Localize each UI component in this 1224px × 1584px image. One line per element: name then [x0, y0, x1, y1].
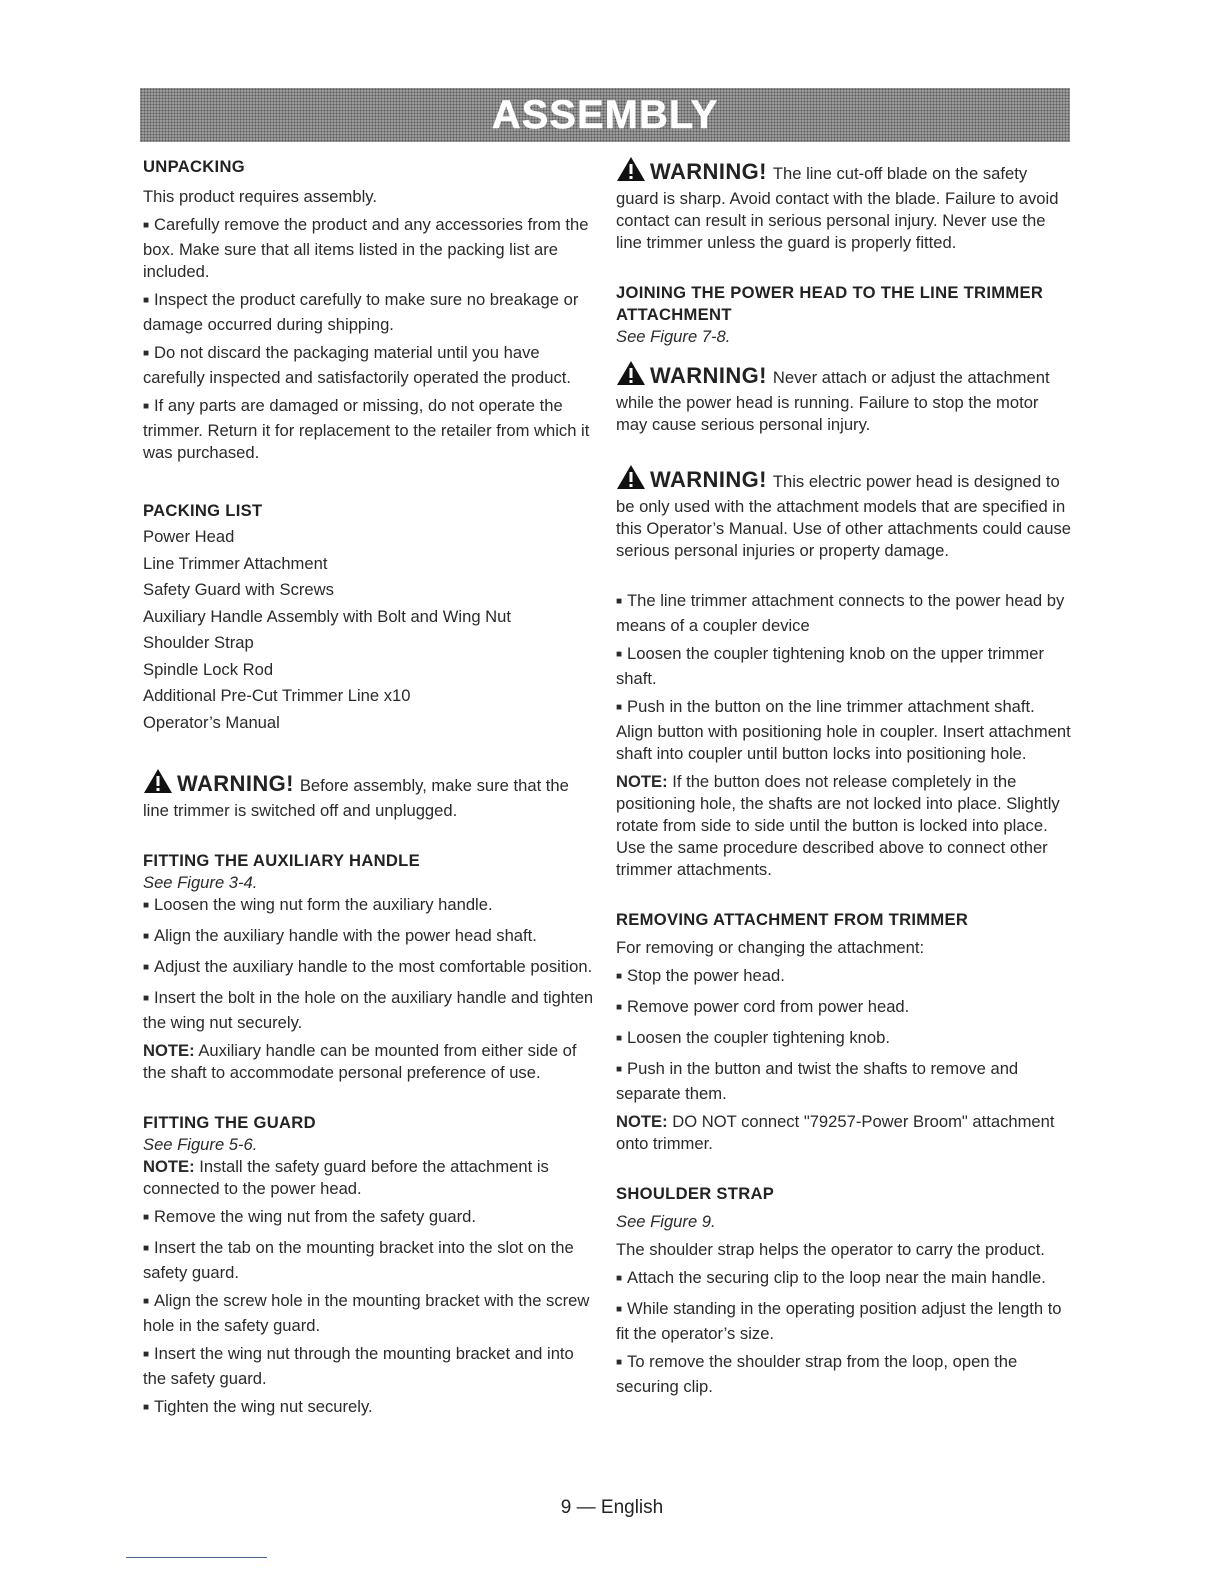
- note-label: NOTE:: [143, 1157, 195, 1176]
- note-label: NOTE:: [616, 772, 668, 791]
- unpacking-bullet: ■ If any parts are damaged or missing, do not operate the trimmer. Return it for replacement to the retailer from which it was purchased.: [143, 395, 598, 464]
- joining-note: [616, 771, 1072, 881]
- warning-triangle-icon: [143, 768, 173, 800]
- unpacking-bullet: ■ Carefully remove the product and any accessories from the box. Make sure that all items listed in the packing list are included.: [143, 214, 598, 283]
- list-item: Shoulder Strap: [143, 633, 254, 652]
- note-text: Auxiliary handle can be mounted from either side of the shaft to accommodate personal preference of use.: [143, 1041, 577, 1082]
- list-item: Auxiliary Handle Assembly with Bolt and Wing Nut: [143, 606, 511, 626]
- aux-handle-heading: FITTING THE AUXILIARY HANDLE: [143, 851, 420, 870]
- list-item: Spindle Lock Rod: [143, 659, 274, 679]
- unpacking-intro: This product requires assembly.: [143, 187, 377, 206]
- packing-list-heading: PACKING LIST: [143, 501, 263, 520]
- guard-heading: FITTING THE GUARD: [143, 1113, 316, 1132]
- guard-bullet: ■ Align the screw hole in the mounting bracket with the screw hole in the safety guard.: [143, 1290, 598, 1337]
- note-label: NOTE:: [616, 1112, 668, 1131]
- removing-bullet: ■ Push in the button and twist the shafts to remove and separate them.: [616, 1058, 1072, 1105]
- figure-reference: See Figure 9.: [616, 1212, 716, 1231]
- figure-reference: See Figure 7-8.: [616, 327, 731, 346]
- removing-heading: REMOVING ATTACHMENT FROM TRIMMER: [616, 910, 969, 929]
- removing-bullet: ■ Loosen the coupler tightening knob.: [616, 1027, 1072, 1052]
- strap-bullet: ■ While standing in the operating position adjust the length to fit the operator’s size.: [616, 1298, 1072, 1345]
- unpacking-bullet: ■ Do not discard the packaging material until you have carefully inspected and satisfactorily operated the product.: [143, 342, 598, 389]
- strap-heading: SHOULDER STRAP: [616, 1184, 775, 1203]
- left-column: [143, 156, 598, 1427]
- aux-handle-bullet: ■ Loosen the wing nut form the auxiliary handle.: [143, 894, 598, 919]
- unpacking-heading: UNPACKING: [143, 157, 245, 176]
- section-banner: [140, 88, 1070, 142]
- warning-attach: [616, 360, 1072, 436]
- guard-bullet: ■ Remove the wing nut from the safety guard.: [143, 1206, 598, 1231]
- page-footer: 9 — English: [560, 1497, 664, 1518]
- removing-intro: For removing or changing the attachment:: [616, 938, 925, 957]
- packing-list: [143, 526, 598, 734]
- footer-rule: [126, 1557, 267, 1558]
- warning-label: WARNING!: [177, 771, 294, 796]
- list-item: Line Trimmer Attachment: [143, 553, 328, 573]
- warning-text: This electric power head is designed to be only used with the attachment models that are specified in this Operator’s Manual. Use of other attachments could cause serious personal injuries or property damage.: [616, 472, 1072, 560]
- warning-text: The line cut-off blade on the safety guard is sharp. Avoid contact with the blade. Failure to avoid contact can result in serious personal injury. Never use the line trimmer unless the guard is properly fitted.: [616, 164, 1059, 252]
- warning-label: WARNING!: [650, 363, 767, 388]
- list-item: Additional Pre-Cut Trimmer Line x10: [143, 686, 411, 705]
- joining-bullet: ■ Loosen the coupler tightening knob on the upper trimmer shaft.: [616, 643, 1072, 690]
- removing-note: [616, 1111, 1072, 1155]
- warning-text: Before assembly, make sure that the line trimmer is switched off and unplugged.: [143, 776, 569, 820]
- list-item: Safety Guard with Screws: [143, 580, 334, 599]
- note-text: DO NOT connect "79257-Power Broom" attachment onto trimmer.: [616, 1112, 1055, 1153]
- right-column: [616, 156, 1072, 1404]
- strap-intro: The shoulder strap helps the operator to carry the product.: [616, 1240, 1045, 1259]
- removing-bullet: ■ Remove power cord from power head.: [616, 996, 1072, 1021]
- warning-triangle-icon: [616, 464, 646, 496]
- warning-text: Never attach or adjust the attachment while the power head is running. Failure to stop the motor may cause serious personal injury.: [616, 368, 1050, 434]
- guard-note: [143, 1156, 598, 1200]
- strap-bullet: ■ Attach the securing clip to the loop near the main handle.: [616, 1267, 1072, 1292]
- unpacking-bullet: ■ Inspect the product carefully to make sure no breakage or damage occurred during shipping.: [143, 289, 598, 336]
- warning-label: WARNING!: [650, 159, 767, 184]
- warning-electric: [616, 464, 1072, 562]
- figure-reference: See Figure 3-4.: [143, 873, 258, 892]
- aux-handle-bullet: ■ Adjust the auxiliary handle to the most comfortable position.: [143, 956, 598, 981]
- removing-bullet: ■ Stop the power head.: [616, 965, 1072, 990]
- guard-bullet: ■ Tighten the wing nut securely.: [143, 1396, 598, 1421]
- joining-bullet: ■ Push in the button on the line trimmer attachment shaft. Align button with positioning hole in coupler. Insert attachment shaft into coupler until button locks into positioning hole.: [616, 696, 1072, 765]
- warning-triangle-icon: [616, 360, 646, 392]
- section-title: ASSEMBLY: [491, 92, 719, 137]
- aux-handle-bullet: ■ Align the auxiliary handle with the power head shaft.: [143, 925, 598, 950]
- warning-triangle-icon: [616, 156, 646, 188]
- note-text: If the button does not release completely in the positioning hole, the shafts are not locked into place. Slightly rotate from side to side until the button is locked into place. Use the same procedure described above to connect other trimmer attachments.: [616, 772, 1060, 879]
- warning-assembly: [143, 768, 598, 822]
- aux-handle-note: [143, 1040, 598, 1084]
- guard-bullet: ■ Insert the tab on the mounting bracket into the slot on the safety guard.: [143, 1237, 598, 1284]
- joining-heading: JOINING THE POWER HEAD TO THE LINE TRIMMER ATTACHMENT: [616, 283, 1044, 324]
- figure-reference: See Figure 5-6.: [143, 1135, 258, 1154]
- list-item: Power Head: [143, 527, 235, 546]
- joining-bullet: ■ The line trimmer attachment connects to the power head by means of a coupler device: [616, 590, 1072, 637]
- warning-blade: [616, 156, 1072, 254]
- list-item: Operator’s Manual: [143, 712, 280, 732]
- strap-bullet: ■ To remove the shoulder strap from the loop, open the securing clip.: [616, 1351, 1072, 1398]
- note-label: NOTE:: [143, 1041, 195, 1060]
- guard-bullet: ■ Insert the wing nut through the mounting bracket and into the safety guard.: [143, 1343, 598, 1390]
- aux-handle-bullet: ■ Insert the bolt in the hole on the auxiliary handle and tighten the wing nut securely.: [143, 987, 598, 1034]
- note-text: Install the safety guard before the attachment is connected to the power head.: [143, 1157, 549, 1198]
- warning-label: WARNING!: [650, 467, 767, 492]
